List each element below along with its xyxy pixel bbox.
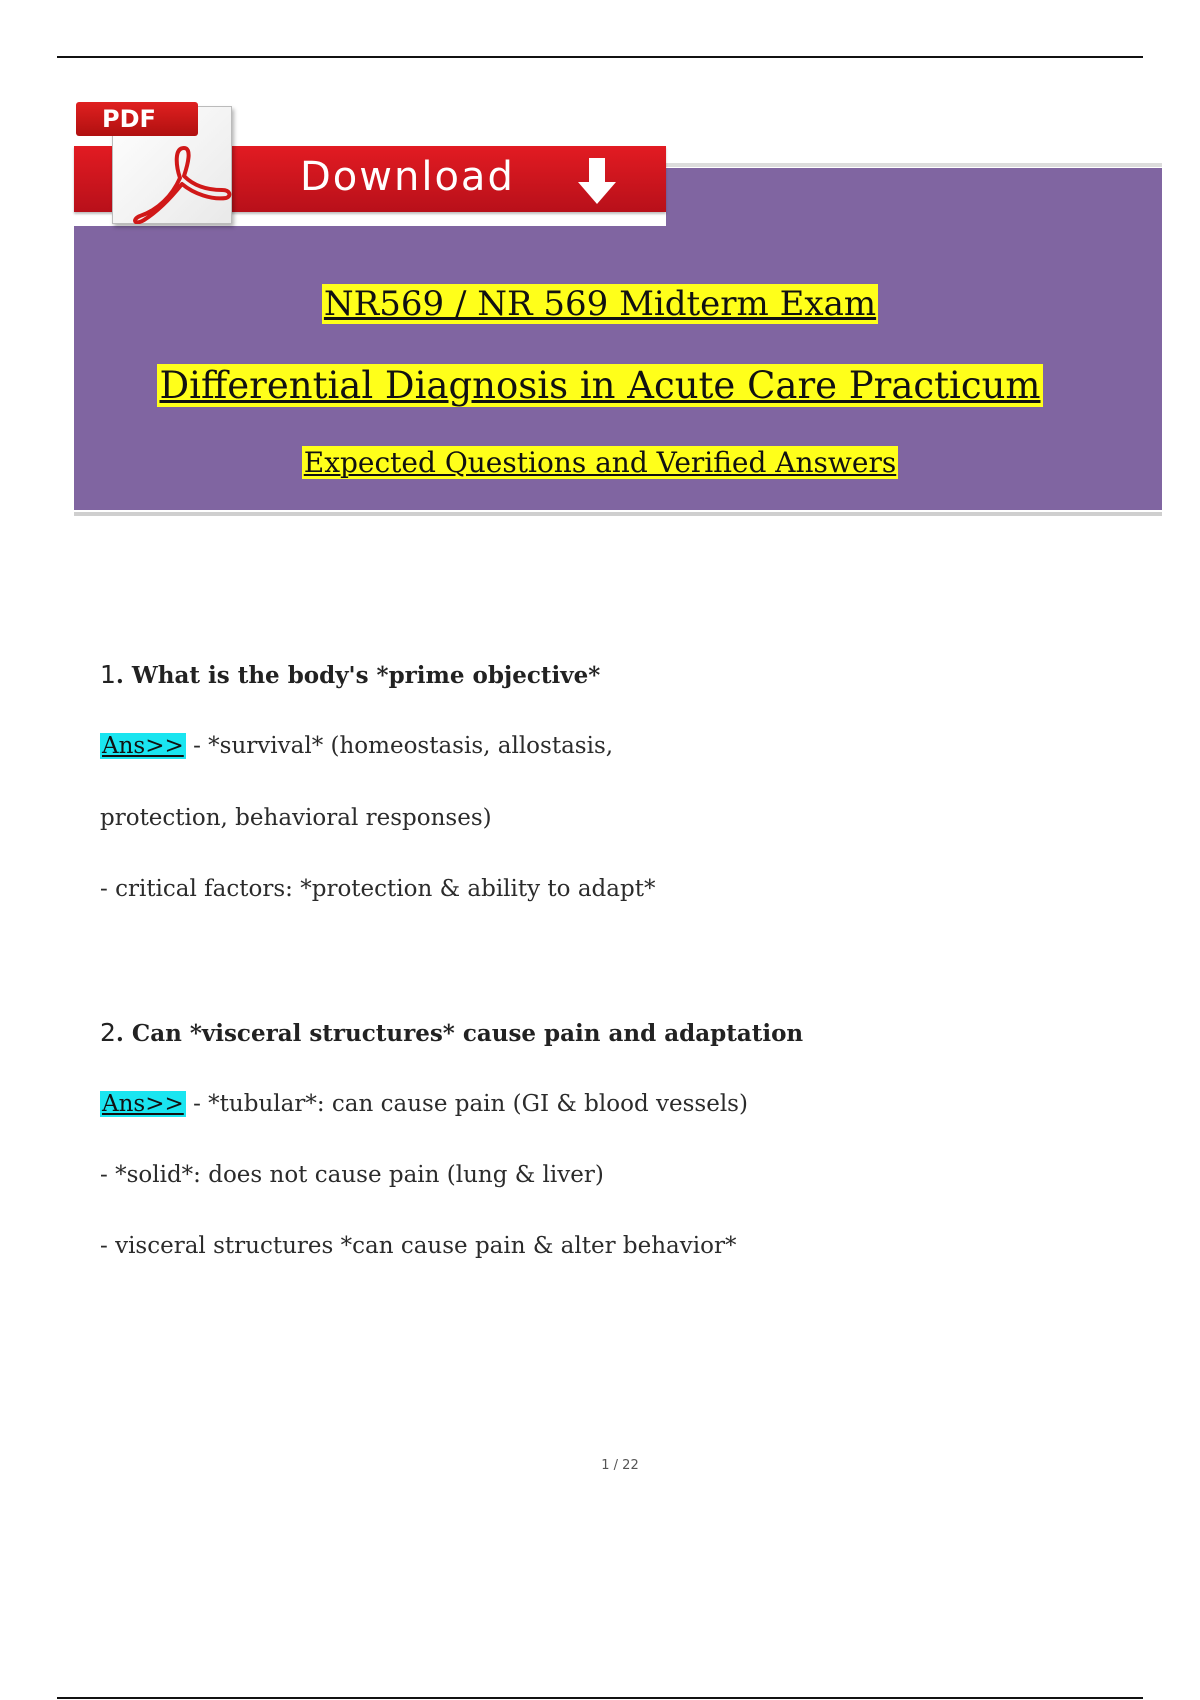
question-text: . What is the body's *prime objective* (115, 662, 601, 689)
document-tagline (0, 446, 1200, 479)
pdf-tag: PDF (76, 102, 198, 136)
bottom-rule (57, 1697, 1143, 1699)
pdf-file-icon (72, 100, 242, 228)
answer-text: - *tubular*: can cause pain (GI & blood vessels) (185, 1091, 748, 1117)
document-subtitle (0, 364, 1200, 407)
answer-text: - critical factors: *protection & ability to adapt* (100, 876, 656, 902)
question-heading (100, 660, 1100, 689)
page-indicator: 1 / 22 (601, 1458, 639, 1473)
document-title (0, 284, 1200, 324)
banner-bottom-line (74, 512, 1162, 516)
document-tagline-text: Expected Questions and Verified Answers (303, 446, 897, 479)
top-rule (57, 56, 1143, 58)
question-text: . Can *visceral structures* cause pain and adaptation (115, 1020, 804, 1047)
answer-line (100, 805, 1100, 831)
question-number: 1 (100, 660, 116, 689)
answer-text: protection, behavioral responses) (100, 805, 492, 831)
document-subtitle-text: Differential Diagnosis in Acute Care Practicum (159, 364, 1041, 407)
answer-tag: Ans>> (102, 1091, 184, 1117)
answer-line (100, 733, 1100, 759)
document-title-text: NR569 / NR 569 Midterm Exam (323, 284, 877, 324)
answer-text: - *solid*: does not cause pain (lung & liver) (100, 1162, 604, 1188)
download-label: Download (300, 154, 515, 200)
question-1 (100, 660, 1100, 689)
answer-line (100, 1233, 1100, 1259)
question-2 (100, 1018, 1100, 1047)
answer-tag: Ans>> (102, 733, 184, 759)
answer-line (100, 876, 1100, 902)
download-arrow-icon (570, 154, 624, 208)
answer-text: - visceral structures *can cause pain & alter behavior* (100, 1233, 737, 1259)
acrobat-icon (124, 144, 234, 224)
answer-text: - *survival* (homeostasis, allostasis, (185, 733, 614, 759)
answer-line (100, 1091, 1100, 1117)
answer-line (100, 1162, 1100, 1188)
question-heading (100, 1018, 1100, 1047)
question-number: 2 (100, 1018, 116, 1047)
